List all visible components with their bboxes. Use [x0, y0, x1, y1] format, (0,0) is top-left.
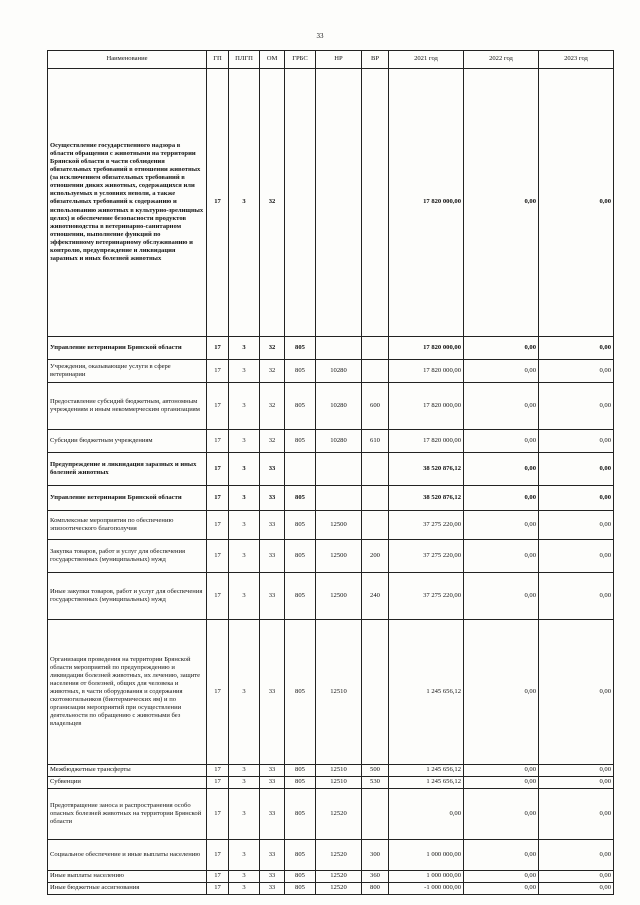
- table-row: [48, 789, 614, 840]
- cell-vr: [362, 337, 389, 360]
- cell-vr: [362, 69, 389, 337]
- cell-om: 33: [260, 777, 285, 789]
- cell-plgp: 3: [229, 777, 260, 789]
- cell-om: 33: [260, 620, 285, 765]
- cell-plgp: 3: [229, 383, 260, 430]
- cell-vr: 300: [362, 840, 389, 871]
- cell-plgp: 3: [229, 620, 260, 765]
- table-row: [48, 620, 614, 765]
- cell-2021: 38 520 876,12: [389, 453, 464, 486]
- cell-plgp: 3: [229, 573, 260, 620]
- cell-vr: 600: [362, 383, 389, 430]
- cell-2021: 37 275 220,00: [389, 511, 464, 540]
- cell-om: 32: [260, 383, 285, 430]
- cell-nr: 12500: [316, 540, 362, 573]
- header-name: Наименование: [48, 51, 207, 69]
- cell-2023: 0,00: [539, 511, 614, 540]
- table-row: [48, 883, 614, 895]
- cell-om: 32: [260, 337, 285, 360]
- cell-nr: 12520: [316, 883, 362, 895]
- cell-2021: 1 000 000,00: [389, 871, 464, 883]
- table-row: [48, 486, 614, 511]
- cell-2023: 0,00: [539, 360, 614, 383]
- cell-plgp: 3: [229, 840, 260, 871]
- cell-vr: 240: [362, 573, 389, 620]
- cell-nr: [316, 69, 362, 337]
- cell-gp: 17: [207, 883, 229, 895]
- table-row: [48, 430, 614, 453]
- cell-plgp: 3: [229, 486, 260, 511]
- cell-2022: 0,00: [464, 777, 539, 789]
- table-row: [48, 573, 614, 620]
- cell-2022: 0,00: [464, 840, 539, 871]
- cell-nr: 12510: [316, 620, 362, 765]
- cell-grbs: 805: [285, 337, 316, 360]
- cell-2021: 37 275 220,00: [389, 540, 464, 573]
- cell-name: Закупка товаров, работ и услуг для обеспечения государственных (муниципальных) нужд: [48, 540, 207, 573]
- cell-2023: 0,00: [539, 883, 614, 895]
- table-row: [48, 383, 614, 430]
- header-year-2021: 2021 год: [389, 51, 464, 69]
- cell-nr: 12500: [316, 511, 362, 540]
- cell-nr: 12510: [316, 765, 362, 777]
- cell-plgp: 3: [229, 453, 260, 486]
- cell-2022: 0,00: [464, 453, 539, 486]
- cell-grbs: 805: [285, 840, 316, 871]
- cell-grbs: 805: [285, 620, 316, 765]
- cell-gp: 17: [207, 765, 229, 777]
- cell-2022: 0,00: [464, 430, 539, 453]
- cell-2023: 0,00: [539, 620, 614, 765]
- cell-vr: 800: [362, 883, 389, 895]
- cell-name: Комплексные мероприятия по обеспечению эпизоотического благополучия: [48, 511, 207, 540]
- cell-2022: 0,00: [464, 789, 539, 840]
- cell-2023: 0,00: [539, 383, 614, 430]
- cell-gp: 17: [207, 871, 229, 883]
- header-plgp: ПЛГП: [229, 51, 260, 69]
- cell-gp: 17: [207, 540, 229, 573]
- cell-2022: 0,00: [464, 383, 539, 430]
- cell-2023: 0,00: [539, 486, 614, 511]
- cell-vr: 500: [362, 765, 389, 777]
- cell-2021: 1 245 656,12: [389, 620, 464, 765]
- cell-plgp: 3: [229, 337, 260, 360]
- cell-2023: 0,00: [539, 453, 614, 486]
- cell-gp: 17: [207, 360, 229, 383]
- cell-2021: 17 820 000,00: [389, 69, 464, 337]
- cell-2022: 0,00: [464, 620, 539, 765]
- cell-nr: 12520: [316, 789, 362, 840]
- header-nr: НР: [316, 51, 362, 69]
- cell-2021: 1 245 656,12: [389, 777, 464, 789]
- cell-2021: 1 000 000,00: [389, 840, 464, 871]
- cell-name: Предупреждение и ликвидация заразных и иных болезней животных: [48, 453, 207, 486]
- table-row: [48, 540, 614, 573]
- cell-om: 33: [260, 540, 285, 573]
- cell-2022: 0,00: [464, 360, 539, 383]
- cell-2022: 0,00: [464, 540, 539, 573]
- table-row: [48, 777, 614, 789]
- cell-name: Осуществление государственного надзора в области обращения с животными на территории Брянской области в части соблюдения обязательных требований в отношении животных (за исключением обязательных требований в отношении диких животных, содержащихся или используемых в условиях неволи, а также обязательных требований к содержанию и использованию животных в культурно-зрелищных целях) и обеспечение безопасности продуктов животноводства в ветеринарно-санитарном отношении, выполнение функций по эффективному ветеринарному обслуживанию и контролю, предупреждение и ликвидация заразных и иных болезней животных: [48, 69, 207, 337]
- cell-nr: [316, 453, 362, 486]
- cell-2022: 0,00: [464, 883, 539, 895]
- cell-2023: 0,00: [539, 69, 614, 337]
- header-year-2023: 2023 год: [539, 51, 614, 69]
- cell-name: Организация проведения на территории Брянской области мероприятий по предупреждению и ликвидации болезней животных, их лечению, защите населения от болезней, общих для человека и животных, в части оборудования и содержания скотомогильников (биотермических ям) и по организации мероприятий при осуществлении деятельности по обращению с животными без владельцев: [48, 620, 207, 765]
- cell-om: 33: [260, 765, 285, 777]
- budget-table: [47, 50, 614, 895]
- cell-om: 33: [260, 840, 285, 871]
- cell-grbs: 805: [285, 871, 316, 883]
- cell-nr: 12520: [316, 840, 362, 871]
- cell-vr: [362, 360, 389, 383]
- cell-om: 32: [260, 430, 285, 453]
- cell-vr: [362, 453, 389, 486]
- cell-plgp: 3: [229, 430, 260, 453]
- cell-2023: 0,00: [539, 871, 614, 883]
- cell-grbs: 805: [285, 789, 316, 840]
- cell-om: 32: [260, 69, 285, 337]
- cell-om: 33: [260, 486, 285, 511]
- cell-plgp: 3: [229, 789, 260, 840]
- cell-2022: 0,00: [464, 573, 539, 620]
- cell-gp: 17: [207, 453, 229, 486]
- cell-grbs: [285, 453, 316, 486]
- cell-nr: 12500: [316, 573, 362, 620]
- cell-om: 32: [260, 360, 285, 383]
- cell-grbs: 805: [285, 573, 316, 620]
- cell-grbs: 805: [285, 486, 316, 511]
- table-row: [48, 871, 614, 883]
- table-row: [48, 765, 614, 777]
- cell-2021: 0,00: [389, 789, 464, 840]
- cell-2023: 0,00: [539, 540, 614, 573]
- cell-vr: 360: [362, 871, 389, 883]
- table-row: [48, 840, 614, 871]
- cell-grbs: 805: [285, 777, 316, 789]
- cell-gp: 17: [207, 430, 229, 453]
- table-body: [48, 69, 614, 895]
- cell-2023: 0,00: [539, 573, 614, 620]
- cell-name: Предоставление субсидий бюджетным, автономным учреждениям и иным некоммерческим организациям: [48, 383, 207, 430]
- table-row: [48, 511, 614, 540]
- cell-2021: 17 820 000,00: [389, 430, 464, 453]
- table-row: [48, 69, 614, 337]
- cell-2021: -1 000 000,00: [389, 883, 464, 895]
- cell-plgp: 3: [229, 360, 260, 383]
- cell-nr: 10280: [316, 383, 362, 430]
- cell-name: Учреждения, оказывающие услуги в сфере ветеринарии: [48, 360, 207, 383]
- header-year-2022: 2022 год: [464, 51, 539, 69]
- cell-name: Межбюджетные трансферты: [48, 765, 207, 777]
- cell-plgp: 3: [229, 765, 260, 777]
- cell-vr: 610: [362, 430, 389, 453]
- cell-plgp: 3: [229, 511, 260, 540]
- cell-plgp: 3: [229, 883, 260, 895]
- cell-vr: [362, 511, 389, 540]
- header-gp: ГП: [207, 51, 229, 69]
- cell-name: Управление ветеринарии Брянской области: [48, 337, 207, 360]
- cell-2023: 0,00: [539, 765, 614, 777]
- cell-2022: 0,00: [464, 511, 539, 540]
- header-om: ОМ: [260, 51, 285, 69]
- header-grbs: ГРБС: [285, 51, 316, 69]
- cell-gp: 17: [207, 789, 229, 840]
- cell-name: Иные выплаты населению: [48, 871, 207, 883]
- cell-gp: 17: [207, 620, 229, 765]
- cell-name: Иные бюджетные ассигнования: [48, 883, 207, 895]
- cell-vr: [362, 789, 389, 840]
- table-row: [48, 360, 614, 383]
- cell-plgp: 3: [229, 540, 260, 573]
- cell-2021: 17 820 000,00: [389, 383, 464, 430]
- header-vr: ВР: [362, 51, 389, 69]
- cell-nr: 10280: [316, 360, 362, 383]
- cell-plgp: 3: [229, 69, 260, 337]
- page-number: 33: [316, 32, 324, 40]
- cell-nr: [316, 337, 362, 360]
- cell-grbs: 805: [285, 511, 316, 540]
- cell-2023: 0,00: [539, 430, 614, 453]
- cell-2022: 0,00: [464, 486, 539, 511]
- cell-gp: 17: [207, 383, 229, 430]
- cell-vr: 200: [362, 540, 389, 573]
- cell-grbs: 805: [285, 540, 316, 573]
- cell-2022: 0,00: [464, 765, 539, 777]
- cell-name: Субсидии бюджетным учреждениям: [48, 430, 207, 453]
- cell-vr: [362, 486, 389, 511]
- cell-name: Субвенции: [48, 777, 207, 789]
- table-row: [48, 337, 614, 360]
- cell-name: Иные закупки товаров, работ и услуг для обеспечения государственных (муниципальных) нужд: [48, 573, 207, 620]
- cell-2021: 17 820 000,00: [389, 337, 464, 360]
- cell-grbs: 805: [285, 430, 316, 453]
- cell-grbs: 805: [285, 360, 316, 383]
- cell-grbs: 805: [285, 765, 316, 777]
- cell-2023: 0,00: [539, 337, 614, 360]
- cell-vr: 530: [362, 777, 389, 789]
- cell-plgp: 3: [229, 871, 260, 883]
- cell-gp: 17: [207, 573, 229, 620]
- cell-name: Социальное обеспечение и иные выплаты населению: [48, 840, 207, 871]
- table-header-row: [48, 51, 614, 69]
- cell-vr: [362, 620, 389, 765]
- cell-nr: 10280: [316, 430, 362, 453]
- cell-2023: 0,00: [539, 840, 614, 871]
- cell-2021: 37 275 220,00: [389, 573, 464, 620]
- cell-gp: 17: [207, 69, 229, 337]
- cell-grbs: 805: [285, 383, 316, 430]
- cell-gp: 17: [207, 777, 229, 789]
- cell-name: Управление ветеринарии Брянской области: [48, 486, 207, 511]
- cell-gp: 17: [207, 337, 229, 360]
- table-row: [48, 453, 614, 486]
- cell-nr: 12510: [316, 777, 362, 789]
- cell-om: 33: [260, 453, 285, 486]
- cell-2021: 38 520 876,12: [389, 486, 464, 511]
- cell-nr: [316, 486, 362, 511]
- cell-om: 33: [260, 789, 285, 840]
- cell-om: 33: [260, 883, 285, 895]
- cell-om: 33: [260, 573, 285, 620]
- cell-2023: 0,00: [539, 777, 614, 789]
- cell-2021: 17 820 000,00: [389, 360, 464, 383]
- cell-2023: 0,00: [539, 789, 614, 840]
- cell-2022: 0,00: [464, 337, 539, 360]
- cell-om: 33: [260, 511, 285, 540]
- cell-grbs: 805: [285, 883, 316, 895]
- cell-om: 33: [260, 871, 285, 883]
- cell-2022: 0,00: [464, 69, 539, 337]
- cell-gp: 17: [207, 486, 229, 511]
- cell-2021: 1 245 656,12: [389, 765, 464, 777]
- cell-gp: 17: [207, 840, 229, 871]
- cell-2022: 0,00: [464, 871, 539, 883]
- cell-gp: 17: [207, 511, 229, 540]
- cell-grbs: [285, 69, 316, 337]
- cell-name: Предотвращение заноса и распространения особо опасных болезней животных на территории Брянской области: [48, 789, 207, 840]
- cell-nr: 12520: [316, 871, 362, 883]
